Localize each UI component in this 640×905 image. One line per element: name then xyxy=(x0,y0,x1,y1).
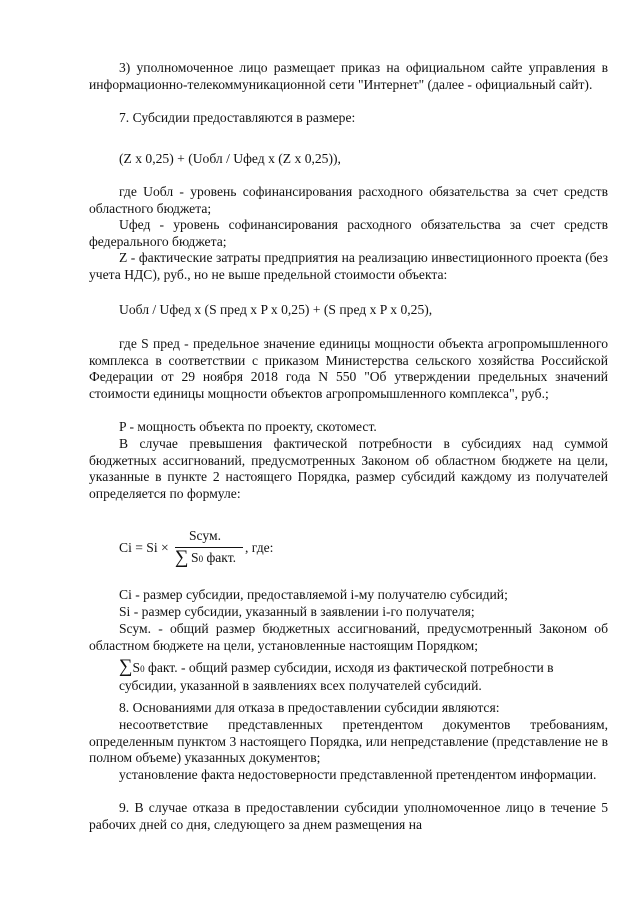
formula-ci-denominator xyxy=(191,550,236,568)
paragraph-ssum: Sсум. - общий размер бюджетных ассигнований, предусмотренный Законом об областном бюджете на цели, установленные настоящим Порядком; xyxy=(89,621,608,653)
sigma-icon: ∑ xyxy=(175,547,189,568)
sigma-definition xyxy=(119,657,608,694)
formula-ci-numerator: Sсум. xyxy=(189,528,222,543)
sigma-definition-text: - общий размер субсидии, исходя из фактической потребности в субсидии, указанной в заявлениях всех получателей субсидий. xyxy=(119,660,554,693)
denominator-s: S xyxy=(191,550,199,565)
paragraph-si: Si - размер субсидии, указанный в заявлении i-го получателя; xyxy=(119,604,475,619)
sigma-icon: ∑ xyxy=(119,656,133,677)
paragraph-ufed: Uфед - уровень софинансирования расходного обязательства за счет средств федерального бюджета; xyxy=(89,217,608,249)
paragraph-s-pred: где S пред - предельное значение единицы мощности объекта агропромышленного комплекса в соответствии с приказом Министерства сельского хозяйства Российской Федерации от 29 ноября 2018 года N 550 "Об утверждении предельных значений стоимости единицы мощности объектов агропромышленного комплекса", руб.; xyxy=(89,336,608,401)
paragraph-ci: Ci - размер субсидии, предоставляемой i-му получателю субсидий; xyxy=(119,587,508,602)
paragraph-p-capacity: P - мощность объекта по проекту, скотомест. xyxy=(119,419,377,434)
paragraph-7-heading: 7. Субсидии предоставляются в размере: xyxy=(119,110,356,125)
sigma-sub: 0 xyxy=(140,664,145,674)
paragraph-3-publish: 3) уполномоченное лицо размещает приказ на официальном сайте управления в информационно-телекоммуникационной сети "Интернет" (далее - официальный сайт). xyxy=(89,60,608,92)
paragraph-8-heading: 8. Основаниями для отказа в предоставлении субсидии являются: xyxy=(119,700,500,715)
formula-subsidy-size: (Z x 0,25) + (Uобл / Uфед x (Z x 0,25)), xyxy=(119,151,341,166)
paragraph-unreliable: установление факта недостоверности представленной претендентом информации. xyxy=(119,767,597,782)
paragraph-z: Z - фактические затраты предприятия на реализацию инвестиционного проекта (без учета НДС), руб., но не выше предельной стоимости объекта: xyxy=(89,250,608,282)
formula-max-cost: Uобл / Uфед x (S пред x P x 0,25) + (S пред x P x 0,25), xyxy=(119,302,433,317)
paragraph-excess-need: В случае превышения фактической потребности в субсидиях над суммой бюджетных ассигнований, предусмотренных Законом об областном бюджете на цели, указанные в пункте 2 настоящего Порядка, размер субсидий каждому из получателей определяется по формуле: xyxy=(89,436,608,501)
formula-ci xyxy=(119,528,419,568)
formula-ci-lhs: Ci = Si × xyxy=(119,540,169,555)
sigma-s: S xyxy=(132,660,141,675)
formula-ci-tail: , где: xyxy=(245,540,274,555)
paragraph-uobl: где Uобл - уровень софинансирования расходного обязательства за счет средств областного бюджета; xyxy=(89,184,608,216)
denominator-tail: факт. xyxy=(203,550,237,565)
sigma-tail: факт. xyxy=(144,660,178,675)
denominator-sub: 0 xyxy=(198,554,204,564)
paragraph-noncompliance: несоответствие представленных претендентом документов требованиям, определенным пунктом 3 настоящего Порядка, или непредставление (представление не в полном объеме) указанных документов; xyxy=(89,717,608,766)
paragraph-9-refusal: 9. В случае отказа в предоставлении субсидии уполномоченное лицо в течение 5 рабочих дней со дня, следующего за днем размещения на xyxy=(89,800,608,832)
